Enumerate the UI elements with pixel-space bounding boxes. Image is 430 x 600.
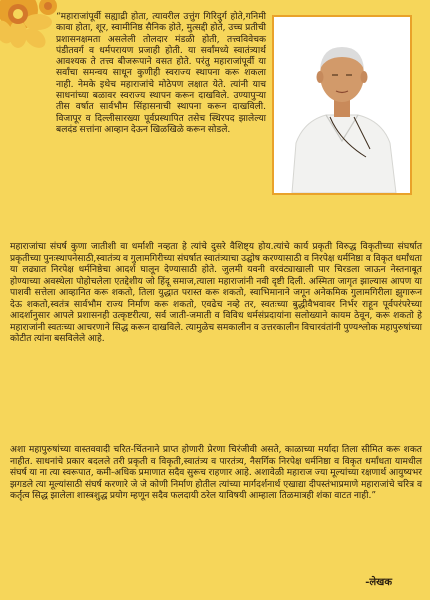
body-paragraph-1: महाराजांचा संघर्ष कुणा जातीशी वा धर्माशी नव्हता हे त्यांचे दुसरे वैशिष्ट्य होय.त्यांचे कार्य प्रकृती विरुद्ध विकृतीच्या संघर्षात प्रकृतीच्या पुनःस्थापनेसाठी,स्वातंत्र्य व गुलामगिरीच्या संघर्षात स्वातंत्र्याचा उद्घोष करण्यासाठी व निरपेक्ष धर्मनिष्ठा व विकृत धर्मांधता या लढ्यात निरपेक्ष धर्मनिष्ठेचा आदर्श घालून देण्यासाठी होते. जुलमी यवनी वरवंट्याखाली पार चिरडला जाऊन नेस्तनाबूत होण्याच्या अवस्थेला पोहोचलेला एतद्देशीय जो हिंदू समाज,त्याला महाराजांनी नवी दृष्टी दिली. अस्मिता जागृत झाल्यास आपण या पाशवी सत्तेला आव्हानित करू शकतो, तिला युद्धात परास्त करू शकतो, स्वाभिमानाने जगून अनेकमिक गुलामगिरीला झुगारून देऊ शकतो,स्वतंत्र सार्वभौम राज्य निर्माण करू शकतो, एवढेच नव्हे तर, स्वतःच्या बुद्धीवैभवावर निर्भर राहून पूर्वपरंपरेच्या आदर्शानुसार आपले प्रशासनही उत्कृष्टरीत्या, सर्व जाती-जमाती व विविध धर्मसंप्रदायांना सलोख्याने कायम ठेवून, करू शकतो हे महाराजांनी स्वतःच्या आचरणाने सिद्ध करून दाखविले. त्यामुळेच समकालीन व उत्तरकालीन विचारवंतांनी पुण्यश्लोक महापुरुषांच्या कोटीत त्यांना बसविलेले आहे.	[10, 242, 422, 344]
author-portrait-icon	[274, 17, 410, 193]
author-signature: -लेखक	[365, 577, 392, 588]
intro-quote-column: “महाराजांपूर्वी सह्याद्री होता, त्यावरील उत्तुंग गिरिदुर्ग होते,गनिमी कावा होता, शूर, स्वामीनिष्ठ सैनिक होते, मुत्सद्दी होते, उच्च प्रतीची प्रशासनक्षमता असलेली तोलदार मंडळी होती, तत्त्वविवेचक पंडीतवर्ग व धर्मपरायण प्रजाही होती. या सर्वांमध्ये स्वातंत्र्यार्थ आवश्यक ते तत्त्व बीजरूपाने वसत होते. परंतु महाराजांपूर्वी या सर्वांचा समन्वय साधून कुणीही स्वराज्य स्थापना करू शकला नाही. नेमके इथेच महाराजांचे मोठेपण लक्षात येते. त्यांनी याच साधनांच्या बळावर स्वराज्य स्थापन करून दाखविले. उण्यापुऱ्या तीस वर्षात सार्वभौम सिंहासनाची स्थापना करून दाखविली. विजापूर व दिल्लीसारख्या पूर्वप्रस्थापित तसेच स्थिरपद झालेल्या बलदंड सत्तांना आव्हान देऊन खिळखिळे करून सोडले.	[56, 12, 266, 135]
body-paragraph-2: अशा महापुरुषांच्या वास्तववादी चरित-चिंतनाने प्राप्त होणारी प्रेरणा चिरंजीवी असते, काळाच्या मर्यादा तिला सीमित करू शकत नाहीत. साधनांचे प्रकार बदलले तरी प्रकृती व विकृती,स्वातंत्र्य व पारतंत्र्य, नैसर्गिक निरपेक्ष धर्मनिष्ठा व विकृत धर्मांधता यामधील संघर्ष या ना त्या स्वरूपात, कमी-अधिक प्रमाणात सदैव सुरूच राहणार आहे. अशावेळी महाराज ज्या मूल्यांच्या रक्षणार्थ आयुष्यभर झगडले त्या मूल्यांसाठी संघर्ष करणारे जे जे कोणी निर्माण होतील त्यांच्या मार्गदर्शनार्थ एखाद्या दीपस्तंभाप्रमाणे महाराजांचे चरित्र व कर्तृत्व सिद्ध झालेला शास्त्रशुद्ध प्रयोग म्हणून सदैव फलदायी ठरेल याविषयी आम्हाला तिळमात्रही शंका वाटत नाही.”	[10, 445, 422, 501]
author-photo	[272, 15, 412, 195]
